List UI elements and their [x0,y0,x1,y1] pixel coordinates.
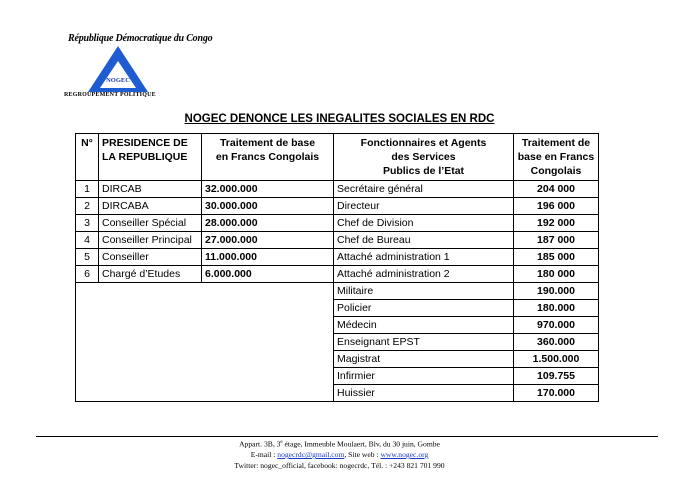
row-num: 5 [76,249,99,266]
footer [0,438,679,471]
fonctionnaire-traitement: 185 000 [514,249,599,266]
fonctionnaire-traitement: 196 000 [514,198,599,215]
row-num: 6 [76,266,99,283]
fonctionnaire-poste: Magistrat [334,351,514,368]
fonctionnaire-poste: Chef de Bureau [334,232,514,249]
header-tbf-line2: base en Francs [517,151,595,163]
party-label: REGROUPEMENT POLITIQUE [64,92,156,98]
fonctionnaire-traitement: 109.755 [514,368,599,385]
footer-contact [0,450,679,461]
fonctionnaire-poste: Secrétaire général [334,181,514,198]
row-num: 1 [76,181,99,198]
presidence-poste: Conseiller Principal [99,232,202,249]
fonctionnaire-poste: Médecin [334,317,514,334]
address-sup: e [280,440,283,445]
presidence-poste: Conseiller Spécial [99,215,202,232]
fonctionnaire-poste: Huissier [334,385,514,402]
footer-social: Twitter: nogec_official, facebook: nogecrdc, Tél. : +243 821 701 990 [234,460,445,470]
header-fonc-line1: Fonctionnaires et Agents [360,137,487,149]
presidence-poste: Chargé d’Etudes [99,266,202,283]
site-label: , Site web : [344,450,381,460]
fonctionnaire-traitement: 360.000 [514,334,599,351]
empty-merged-cell [76,283,334,402]
presidence-poste: Conseiller [99,249,202,266]
footer-divider [36,436,658,437]
email-label: E-mail : [250,450,278,460]
footer-address [0,438,679,450]
presidence-traitement: 30.000.000 [202,198,334,215]
header-num: N° [76,134,99,181]
header-presidence [99,134,202,181]
header-pres-line2: LA REPUBLIQUE [102,151,188,163]
fonctionnaire-traitement: 190.000 [514,283,599,300]
fonctionnaire-traitement: 180 000 [514,266,599,283]
email-link[interactable]: nogecrdc@gmail.com [277,450,345,460]
republic-heading: République Démocratique du Congo [68,33,213,44]
table-row [76,232,599,249]
header-tbf-line3: Congolais [530,165,582,177]
fonctionnaire-traitement: 1.500.000 [514,351,599,368]
row-num: 4 [76,232,99,249]
fonctionnaire-poste: Chef de Division [334,215,514,232]
fonctionnaire-poste: Infirmier [334,368,514,385]
table-row [76,198,599,215]
fonctionnaire-poste: Enseignant EPST [334,334,514,351]
header-traitement-fonctionnaires [514,134,599,181]
header-tbf-line1: Traitement de [521,137,591,149]
address-post: étage, Immeuble Moulaert, Blv, du 30 juin, Gombe [282,439,440,449]
header-pres-line1: PRESIDENCE DE [102,137,188,149]
presidence-traitement: 6.000.000 [202,266,334,283]
fonctionnaire-poste: Policier [334,300,514,317]
header-tb-line1: Traitement de base [219,137,316,149]
document-title: NOGEC DENONCE LES INEGALITES SOCIALES EN RDC [184,113,495,125]
fonctionnaire-poste: Directeur [334,198,514,215]
row-num: 2 [76,198,99,215]
website-link[interactable]: www.nogec.org [380,450,429,460]
table-row [76,215,599,232]
header-fonctionnaires [334,134,514,181]
fonctionnaire-traitement: 192 000 [514,215,599,232]
presidence-traitement: 32.000.000 [202,181,334,198]
header-fonc-line3: Publics de l’Etat [382,165,465,177]
fonctionnaire-poste: Attaché administration 1 [334,249,514,266]
fonctionnaire-traitement: 180.000 [514,300,599,317]
presidence-traitement: 28.000.000 [202,215,334,232]
row-num: 3 [76,215,99,232]
table-row [76,283,599,300]
presidence-traitement: 11.000.000 [202,249,334,266]
address-pre: Appart. 3B, 3 [239,439,281,449]
table-row [76,266,599,283]
fonctionnaire-traitement: 204 000 [514,181,599,198]
fonctionnaire-traitement: 970.000 [514,317,599,334]
header-traitement-presidence [202,134,334,181]
header-tb-line2: en Francs Congolais [215,151,320,163]
table-header-row [76,134,599,181]
presidence-traitement: 27.000.000 [202,232,334,249]
logo-text: NOGEC [106,77,130,84]
header-fonc-line2: des Services [391,151,456,163]
fonctionnaire-traitement: 170.000 [514,385,599,402]
salary-table [75,133,599,402]
table-row [76,249,599,266]
nogec-logo-icon [86,44,150,94]
fonctionnaire-traitement: 187 000 [514,232,599,249]
presidence-poste: DIRCABA [99,198,202,215]
table-row [76,181,599,198]
fonctionnaire-poste: Attaché administration 2 [334,266,514,283]
presidence-poste: DIRCAB [99,181,202,198]
fonctionnaire-poste: Militaire [334,283,514,300]
